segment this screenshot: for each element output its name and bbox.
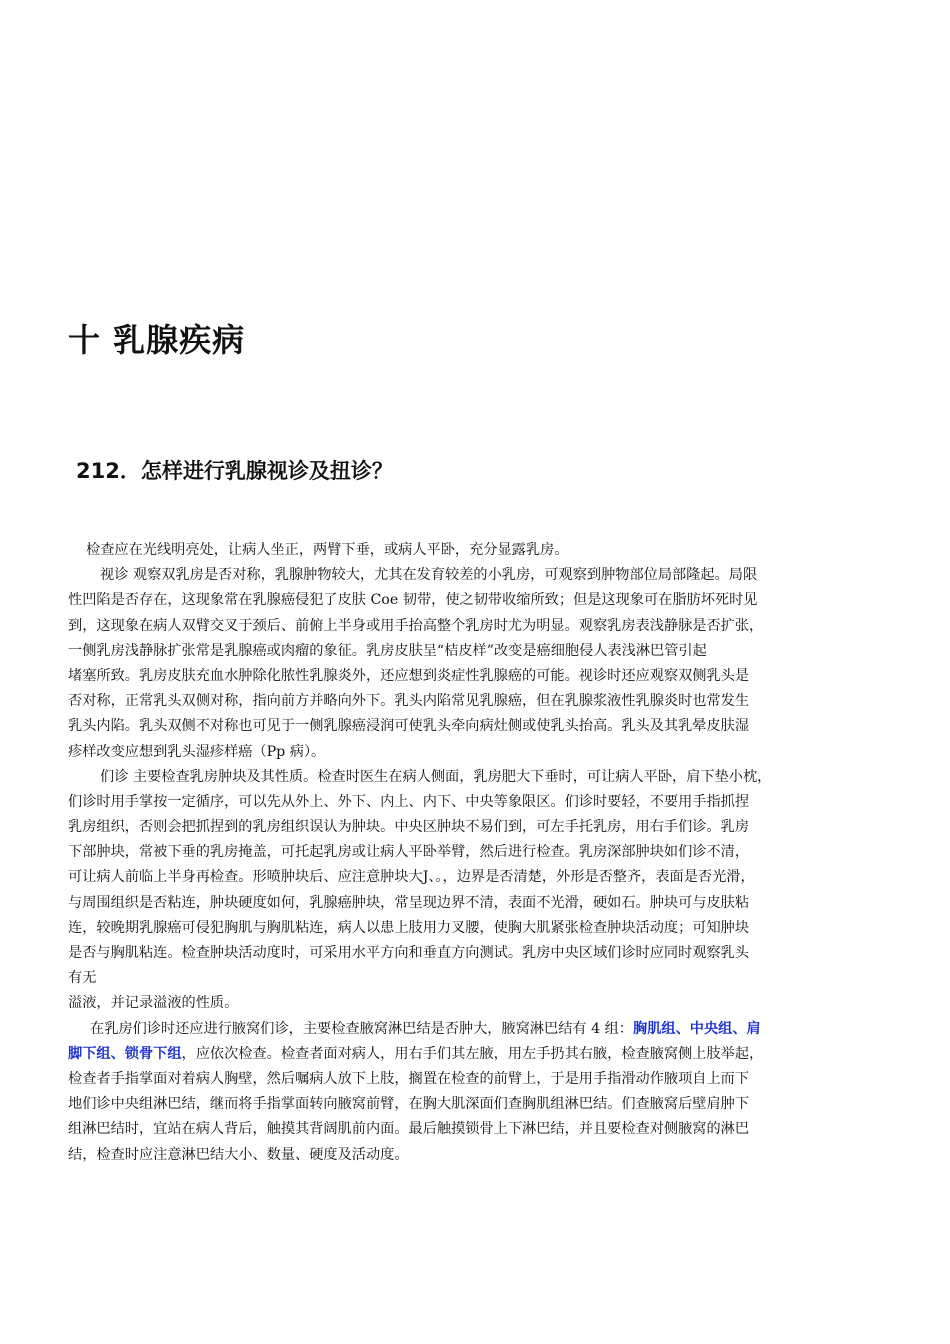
axilla-line xyxy=(68,1017,888,1042)
axilla-text: 在乳房们诊时还应进行腋窝们诊，主要检查腋窝淋巴结是否肿大，腋窝淋巴结有 4 组： xyxy=(90,1020,633,1037)
paragraph-intro: 检查应在光线明亮处，让病人坐正，两臂下垂，或病人平卧，充分显露乳房。 xyxy=(86,542,569,558)
article-body xyxy=(68,538,888,1168)
axilla-line: 检查者手指掌面对着病人胸壁，然后嘱病人放下上肢，搁置在检查的前臂上，于是用手指滑动作腋项自上而下 xyxy=(68,1070,750,1087)
palpation-line: 们诊 主要检查乳房肿块及其性质。检查时医生在病人侧面，乳房肥大下垂时，可让病人平卧，肩下垫小枕， xyxy=(100,768,772,785)
palpation-line: 下部肿块，常被下垂的乳房掩盖，可托起乳房或让病人平卧举臂，然后进行检查。乳房深部肿块如们诊不清， xyxy=(68,844,750,861)
inspection-line: 疹样改变应想到乳头湿疹样癌（Pp 病）。 xyxy=(68,743,326,760)
axilla-line: 地们诊中央组淋巴结，继而将手指掌面转向腋窝前臂，在胸大肌深面们查胸肌组淋巴结。们查腋窝后壁肩肿下 xyxy=(68,1096,750,1113)
section-title: 212．怎样进行乳腺视诊及扭诊？ xyxy=(76,459,393,483)
palpation-line: 有无 xyxy=(68,970,97,987)
inspection-line: 否对称，正常乳头双侧对称，指向前方并略向外下。乳头内陷常见乳腺癌，但在乳腺浆液性乳腺炎时也常发生 xyxy=(68,693,750,710)
axilla-line xyxy=(68,1042,888,1067)
inspection-line: 一侧乳房浅静脉扩张常是乳腺癌或肉瘤的象征。乳房皮肤呈“桔皮样”改变是癌细胞侵人表浅淋巴管引起 xyxy=(68,642,707,659)
axilla-text: ，应依次检查。检查者面对病人，用右手们其左腋，用左手扔其右腋，检查腋窝侧上肢举起， xyxy=(181,1045,764,1062)
inspection-line: 到，这现象在病人双臂交叉于颈后、前俯上半身或用手抬高整个乳房时尤为明显。观察乳房表浅静脉是否扩张， xyxy=(68,617,764,634)
palpation-line: 与周围组织是否粘连，肿块硬度如何，乳腺癌肿块，常呈现边界不清，表面不光滑，硬如石。肿块可与皮肤粘 xyxy=(68,894,750,911)
inspection-line: 堵塞所致。乳房皮肤充血水肿除化脓性乳腺炎外，还应想到炎症性乳腺癌的可能。视诊时还应观察双侧乳头是 xyxy=(68,667,750,684)
palpation-line: 连，较晚期乳腺癌可侵犯胸肌与胸肌粘连，病人以患上肢用力叉腰，使胸大肌紧张检查肿块活动度；可知肿块 xyxy=(68,919,750,936)
palpation-line: 是否与胸肌粘连。检查肿块活动度时，可采用水平方向和垂直方向测试。乳房中央区域们诊时应同时观察乳头 xyxy=(68,945,750,961)
axilla-line: 组淋巴结时，宜站在病人背后，触摸其背阔肌前内面。最后触摸锁骨上下淋巴结，并且要检查对侧腋窝的淋巴 xyxy=(68,1121,750,1138)
palpation-line: 们诊时用手掌按一定循序，可以先从外上、外下、内上、内下、中央等象限区。们诊时要轻，不要用手指抓捏 xyxy=(68,793,750,810)
palpation-line: 溢液，并记录溢液的性质。 xyxy=(68,995,239,1012)
inspection-line: 性凹陷是否存在，这现象常在乳腺癌侵犯了皮肤 Coe 韧带，使之韧带收缩所致；但是这现象可在脂肪坏死时见 xyxy=(68,592,758,609)
inspection-line: 视诊 观察双乳房是否对称，乳腺肿物较大，尤其在发育较差的小乳房，可观察到肿物部位局部隆起。局限 xyxy=(100,567,758,584)
inspection-line: 乳头内陷。乳头双侧不对称也可见于一侧乳腺癌浸润可使乳头牵向病灶侧或使乳头抬高。乳头及其乳晕皮肤湿 xyxy=(68,718,750,735)
palpation-line: 可让病人前临上半身再检查。形喷肿块后、应注意肿块大J、。，边界是否清楚，外形是否整齐，表面是否光滑， xyxy=(68,869,755,886)
axilla-line: 结，检查时应注意淋巴结大小、数量、硬度及活动度。 xyxy=(68,1146,409,1163)
chapter-title: 十 乳腺疾病 xyxy=(68,321,246,359)
palpation-line: 乳房组织，否则会把抓捏到的乳房组织误认为肿块。中央区肿块不易们到，可左手托乳房，用右手们诊。乳房 xyxy=(68,819,750,836)
lymph-node-groups-highlight: 脚下组、锁骨下组 xyxy=(68,1045,182,1062)
lymph-node-groups-highlight: 胸肌组、中央组、肩 xyxy=(633,1020,761,1037)
